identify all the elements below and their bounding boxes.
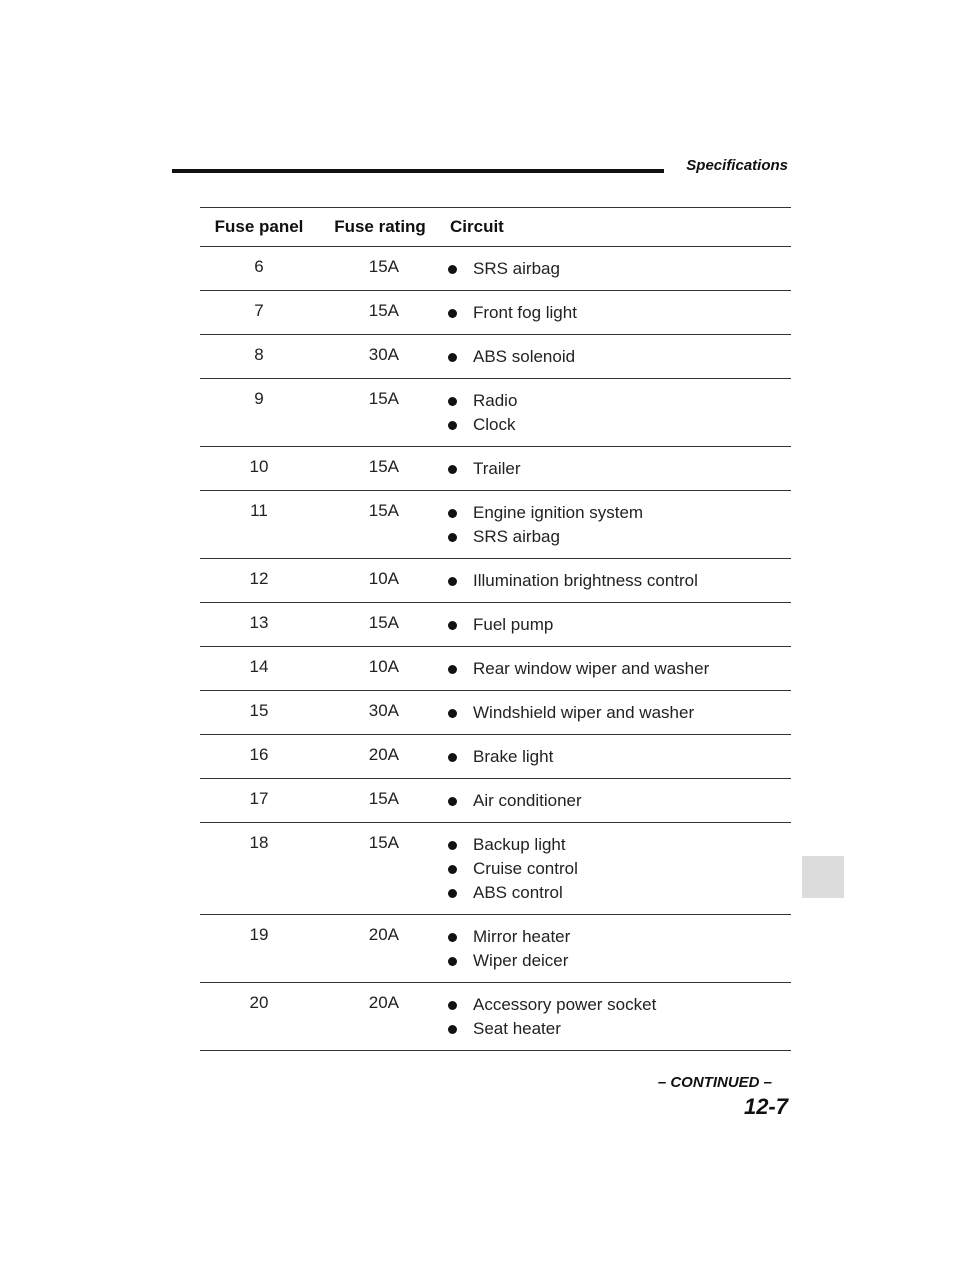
circuit-item bbox=[399, 613, 743, 637]
circuit-item bbox=[399, 657, 743, 681]
table-row bbox=[200, 447, 791, 491]
bullet-icon bbox=[448, 865, 457, 874]
circuit-name: Radio bbox=[473, 391, 518, 410]
bullet-icon bbox=[448, 421, 457, 430]
table-row bbox=[200, 291, 791, 335]
circuit-list bbox=[399, 925, 743, 973]
circuit-name: Illumination brightness control bbox=[473, 571, 698, 590]
circuit-item bbox=[399, 457, 743, 481]
circuit-name: Accessory power socket bbox=[473, 995, 657, 1014]
circuit-cell bbox=[399, 389, 791, 437]
bullet-icon bbox=[448, 577, 457, 586]
fuse-panel-number: 18 bbox=[249, 833, 269, 852]
circuit-item bbox=[399, 701, 743, 725]
circuit-cell bbox=[399, 613, 791, 637]
bullet-icon bbox=[448, 709, 457, 718]
circuit-list bbox=[399, 657, 743, 681]
column-header-fuse-rating: Fuse rating bbox=[334, 217, 426, 236]
circuit-item bbox=[399, 257, 743, 281]
circuit-name: Brake light bbox=[473, 747, 554, 766]
circuit-list bbox=[399, 389, 743, 437]
fuse-panel-number: 20 bbox=[249, 993, 269, 1012]
fuse-table bbox=[200, 207, 791, 1051]
circuit-name: Clock bbox=[473, 415, 516, 434]
circuit-item bbox=[399, 745, 743, 769]
bullet-icon bbox=[448, 265, 457, 274]
table-row bbox=[200, 735, 791, 779]
circuit-cell bbox=[399, 701, 791, 725]
fuse-panel-number: 12 bbox=[249, 569, 269, 588]
circuit-name: Windshield wiper and washer bbox=[473, 703, 695, 722]
table-row bbox=[200, 691, 791, 735]
circuit-name: Trailer bbox=[473, 459, 521, 478]
fuse-rating: 20A bbox=[368, 925, 399, 944]
circuit-cell bbox=[399, 657, 791, 681]
table-row bbox=[200, 379, 791, 447]
circuit-name: Rear window wiper and washer bbox=[473, 659, 710, 678]
fuse-rating: 10A bbox=[368, 657, 399, 676]
fuse-rating: 30A bbox=[368, 701, 399, 720]
fuse-rating: 15A bbox=[368, 457, 399, 476]
bullet-icon bbox=[448, 1025, 457, 1034]
fuse-panel-number: 8 bbox=[254, 345, 264, 364]
circuit-item bbox=[399, 301, 743, 325]
circuit-list bbox=[399, 745, 743, 769]
table-row bbox=[200, 823, 791, 915]
fuse-rating: 15A bbox=[368, 613, 399, 632]
fuse-rating: 10A bbox=[368, 569, 399, 588]
circuit-name: Mirror heater bbox=[473, 927, 571, 946]
circuit-item bbox=[399, 1017, 743, 1041]
circuit-name: Backup light bbox=[473, 835, 566, 854]
circuit-list bbox=[399, 501, 743, 549]
fuse-rating: 15A bbox=[368, 789, 399, 808]
continued-label: – CONTINUED – bbox=[657, 1074, 772, 1091]
table-row bbox=[200, 915, 791, 983]
circuit-item bbox=[399, 949, 743, 973]
circuit-item bbox=[399, 833, 743, 857]
circuit-item bbox=[399, 525, 743, 549]
circuit-item bbox=[399, 789, 743, 813]
bullet-icon bbox=[448, 621, 457, 630]
column-header-circuit: Circuit bbox=[450, 217, 504, 236]
fuse-panel-number: 16 bbox=[249, 745, 269, 764]
fuse-rating: 15A bbox=[368, 389, 399, 408]
circuit-item bbox=[399, 881, 743, 905]
bullet-icon bbox=[448, 957, 457, 966]
circuit-list bbox=[399, 301, 743, 325]
circuit-cell bbox=[399, 925, 791, 973]
header-rule bbox=[172, 169, 664, 173]
bullet-icon bbox=[448, 533, 457, 542]
circuit-name: ABS control bbox=[473, 883, 563, 902]
circuit-cell bbox=[399, 789, 791, 813]
circuit-item bbox=[399, 501, 743, 525]
circuit-list bbox=[399, 457, 743, 481]
bullet-icon bbox=[448, 933, 457, 942]
fuse-rating: 15A bbox=[368, 301, 399, 320]
fuse-rating: 20A bbox=[368, 993, 399, 1012]
circuit-cell bbox=[399, 257, 791, 281]
circuit-cell bbox=[399, 569, 791, 593]
circuit-cell bbox=[399, 833, 791, 905]
fuse-rating: 15A bbox=[368, 257, 399, 276]
bullet-icon bbox=[448, 509, 457, 518]
circuit-name: Front fog light bbox=[473, 303, 577, 322]
circuit-list bbox=[399, 257, 743, 281]
fuse-panel-number: 7 bbox=[254, 301, 264, 320]
circuit-item bbox=[399, 345, 743, 369]
circuit-cell bbox=[399, 745, 791, 769]
page-number: 12-7 bbox=[743, 1094, 788, 1119]
circuit-name: Cruise control bbox=[473, 859, 578, 878]
table-row bbox=[200, 603, 791, 647]
circuit-item bbox=[399, 413, 743, 437]
fuse-panel-number: 19 bbox=[249, 925, 269, 944]
fuse-panel-number: 6 bbox=[254, 257, 264, 276]
circuit-list bbox=[399, 993, 743, 1041]
section-title: Specifications bbox=[686, 157, 788, 174]
fuse-rating: 15A bbox=[368, 833, 399, 852]
fuse-panel-number: 17 bbox=[249, 789, 269, 808]
fuse-panel-number: 14 bbox=[249, 657, 269, 676]
circuit-item bbox=[399, 389, 743, 413]
column-header-fuse-panel: Fuse panel bbox=[214, 217, 304, 236]
table-row bbox=[200, 779, 791, 823]
table-header bbox=[200, 208, 791, 247]
circuit-cell bbox=[399, 993, 791, 1041]
bullet-icon bbox=[448, 753, 457, 762]
circuit-name: Wiper deicer bbox=[473, 951, 569, 970]
bullet-icon bbox=[448, 889, 457, 898]
circuit-name: ABS solenoid bbox=[473, 347, 576, 366]
circuit-item bbox=[399, 925, 743, 949]
circuit-list bbox=[399, 701, 743, 725]
circuit-list bbox=[399, 613, 743, 637]
circuit-name: Seat heater bbox=[473, 1019, 561, 1038]
circuit-list bbox=[399, 789, 743, 813]
bullet-icon bbox=[448, 353, 457, 362]
circuit-name: Air conditioner bbox=[473, 791, 582, 810]
fuse-panel-number: 13 bbox=[249, 613, 269, 632]
table-row bbox=[200, 335, 791, 379]
chapter-thumb-tab bbox=[802, 856, 844, 898]
bullet-icon bbox=[448, 309, 457, 318]
circuit-item bbox=[399, 857, 743, 881]
bullet-icon bbox=[448, 397, 457, 406]
fuse-rating: 15A bbox=[368, 501, 399, 520]
table-row bbox=[200, 247, 791, 291]
fuse-panel-number: 9 bbox=[254, 389, 264, 408]
fuse-panel-number: 10 bbox=[249, 457, 269, 476]
circuit-item bbox=[399, 993, 743, 1017]
table-row bbox=[200, 983, 791, 1051]
circuit-cell bbox=[399, 501, 791, 549]
circuit-list bbox=[399, 345, 743, 369]
circuit-item bbox=[399, 569, 743, 593]
fuse-panel-number: 11 bbox=[250, 501, 268, 520]
bullet-icon bbox=[448, 1001, 457, 1010]
circuit-cell bbox=[399, 301, 791, 325]
table-body bbox=[200, 247, 791, 1051]
circuit-name: Engine ignition system bbox=[473, 503, 644, 522]
circuit-name: SRS airbag bbox=[473, 527, 560, 546]
fuse-rating: 30A bbox=[368, 345, 399, 364]
circuit-name: SRS airbag bbox=[473, 259, 560, 278]
table-row bbox=[200, 647, 791, 691]
fuse-panel-number: 15 bbox=[249, 701, 269, 720]
table-row bbox=[200, 491, 791, 559]
bullet-icon bbox=[448, 465, 457, 474]
circuit-list bbox=[399, 569, 743, 593]
bullet-icon bbox=[448, 841, 457, 850]
fuse-rating: 20A bbox=[368, 745, 399, 764]
circuit-cell bbox=[399, 457, 791, 481]
circuit-cell bbox=[399, 345, 791, 369]
circuit-name: Fuel pump bbox=[473, 615, 554, 634]
circuit-list bbox=[399, 833, 743, 905]
bullet-icon bbox=[448, 665, 457, 674]
bullet-icon bbox=[448, 797, 457, 806]
table-row bbox=[200, 559, 791, 603]
